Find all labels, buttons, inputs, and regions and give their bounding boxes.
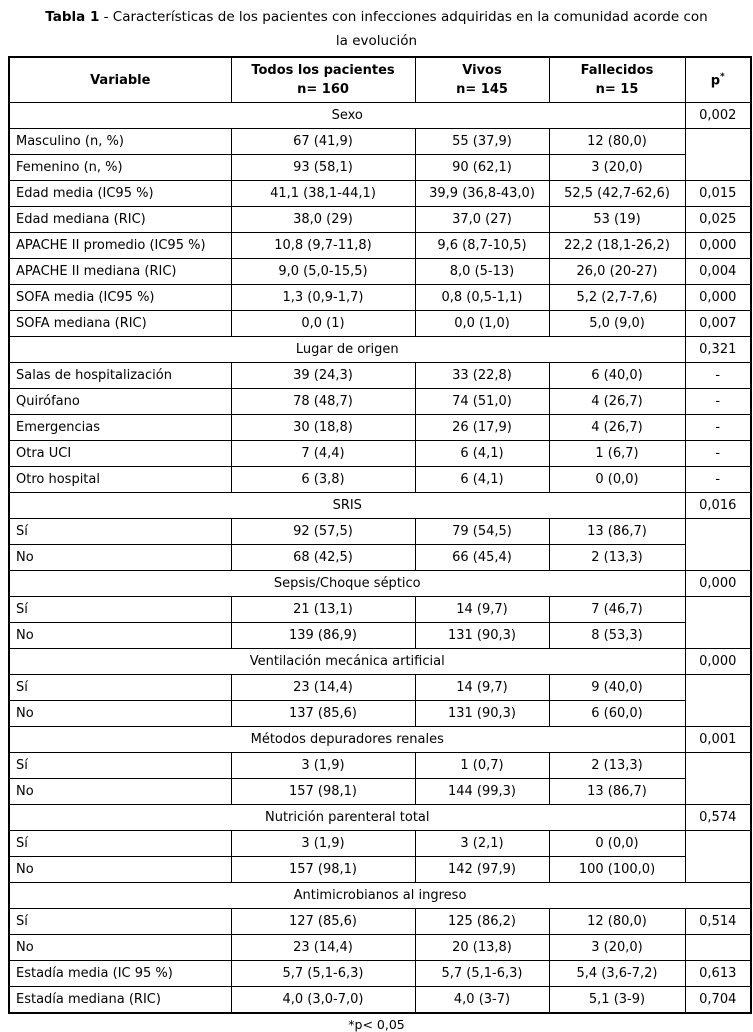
col-header-todos-los-pacientes [231,57,415,103]
variable-cell: Edad mediana (RIC) [9,207,231,233]
value-cell: 92 (57,5) [231,519,415,545]
section-row [9,805,751,831]
value-cell: 5,0 (9,0) [549,311,685,337]
value-cell: 6 (3,8) [231,467,415,493]
p-value-cell [685,831,751,883]
value-cell: 78 (48,7) [231,389,415,415]
header-row [9,57,751,103]
value-cell: 5,1 (3-9) [549,987,685,1014]
value-cell: 37,0 (27) [415,207,549,233]
table-title-text: - Características de los pacientes con infecciones adquiridas en la comunidad acorde con [103,9,708,25]
p-value-cell [685,129,751,181]
value-cell: 10,8 (9,7-11,8) [231,233,415,259]
p-value-cell [685,597,751,649]
data-row [9,935,751,961]
value-cell: 41,1 (38,1-44,1) [231,181,415,207]
value-cell: 157 (98,1) [231,857,415,883]
col-header-vivos [415,57,549,103]
p-value-cell: 0,000 [685,571,751,597]
section-title-cell: Sexo [9,103,685,129]
variable-cell: Masculino (n, %) [9,129,231,155]
value-cell: 7 (46,7) [549,597,685,623]
value-cell: 0 (0,0) [549,831,685,857]
p-value-cell: - [685,441,751,467]
data-row [9,597,751,623]
section-row [9,103,751,129]
variable-cell: Edad media (IC95 %) [9,181,231,207]
value-cell: 139 (86,9) [231,623,415,649]
p-value-cell: 0,002 [685,103,751,129]
variable-cell: SOFA media (IC95 %) [9,285,231,311]
value-cell: 53 (19) [549,207,685,233]
variable-cell: Sí [9,675,231,701]
p-value-cell: - [685,363,751,389]
variable-cell: SOFA mediana (RIC) [9,311,231,337]
p-value-cell: 0,000 [685,285,751,311]
variable-cell: Sí [9,597,231,623]
variable-cell: APACHE II mediana (RIC) [9,259,231,285]
col-header-p [685,57,751,103]
value-cell: 6 (4,1) [415,467,549,493]
variable-cell: Quirófano [9,389,231,415]
value-cell: 100 (100,0) [549,857,685,883]
variable-cell: No [9,701,231,727]
value-cell: 5,7 (5,1-6,3) [231,961,415,987]
p-value-cell: 0,613 [685,961,751,987]
value-cell: 137 (85,6) [231,701,415,727]
p-value-cell: - [685,389,751,415]
section-row [9,493,751,519]
value-cell: 33 (22,8) [415,363,549,389]
value-cell: 30 (18,8) [231,415,415,441]
value-cell: 13 (86,7) [549,519,685,545]
value-cell: 67 (41,9) [231,129,415,155]
data-row [9,363,751,389]
col-header-variable: Variable [9,57,231,103]
value-cell: 125 (86,2) [415,909,549,935]
data-row [9,961,751,987]
value-cell: 5,7 (5,1-6,3) [415,961,549,987]
data-row [9,519,751,545]
p-value-cell: - [685,467,751,493]
variable-cell: No [9,623,231,649]
data-row [9,233,751,259]
value-cell: 13 (86,7) [549,779,685,805]
col-header-fallecidos-n: n= 15 [595,82,639,98]
p-value-cell: 0,015 [685,181,751,207]
section-title-cell: Ventilación mecánica artificial [9,649,685,675]
data-row [9,415,751,441]
data-row [9,181,751,207]
p-value-cell: - [685,415,751,441]
section-row [9,649,751,675]
value-cell: 6 (60,0) [549,701,685,727]
data-row [9,129,751,155]
value-cell: 157 (98,1) [231,779,415,805]
variable-cell: Estadía media (IC 95 %) [9,961,231,987]
data-row [9,701,751,727]
col-header-todos-n: n= 160 [297,82,349,98]
value-cell: 3 (1,9) [231,753,415,779]
data-row [9,155,751,181]
variable-cell: Otro hospital [9,467,231,493]
data-row [9,779,751,805]
data-row [9,441,751,467]
variable-cell: No [9,935,231,961]
p-value-cell [685,519,751,571]
value-cell: 144 (99,3) [415,779,549,805]
col-header-todos-label: Todos los pacientes [251,63,395,79]
value-cell: 21 (13,1) [231,597,415,623]
value-cell: 23 (14,4) [231,675,415,701]
value-cell: 66 (45,4) [415,545,549,571]
p-value-cell: 0,001 [685,727,751,753]
data-row [9,285,751,311]
p-value-cell: 0,704 [685,987,751,1014]
value-cell: 79 (54,5) [415,519,549,545]
value-cell: 1 (6,7) [549,441,685,467]
data-row [9,389,751,415]
table-title-line2: la evolución [335,32,418,49]
p-value-cell: 0,016 [685,493,751,519]
variable-cell: Sí [9,909,231,935]
value-cell: 74 (51,0) [415,389,549,415]
value-cell: 26 (17,9) [415,415,549,441]
value-cell: 7 (4,4) [231,441,415,467]
p-value-cell [685,675,751,727]
value-cell: 5,2 (2,7-7,6) [549,285,685,311]
value-cell: 90 (62,1) [415,155,549,181]
p-value-cell [685,935,751,961]
variable-cell: Emergencias [9,415,231,441]
value-cell: 93 (58,1) [231,155,415,181]
value-cell: 4,0 (3,0-7,0) [231,987,415,1014]
data-row [9,831,751,857]
p-value-cell: 0,514 [685,909,751,935]
variable-cell: Sí [9,831,231,857]
section-title-cell: Antimicrobianos al ingreso [9,883,751,909]
table-title-line1 [0,6,753,30]
value-cell: 131 (90,3) [415,701,549,727]
value-cell: 127 (85,6) [231,909,415,935]
patients-characteristics-table [8,56,752,1014]
section-title-cell: Nutrición parenteral total [9,805,685,831]
value-cell: 23 (14,4) [231,935,415,961]
value-cell: 14 (9,7) [415,675,549,701]
table-title-label: Tabla 1 [45,9,100,25]
p-label: p [710,73,721,89]
value-cell: 9,6 (8,7-10,5) [415,233,549,259]
value-cell: 52,5 (42,7-62,6) [549,181,685,207]
data-row [9,909,751,935]
value-cell: 22,2 (18,1-26,2) [549,233,685,259]
value-cell: 9,0 (5,0-15,5) [231,259,415,285]
value-cell: 3 (20,0) [549,155,685,181]
value-cell: 8 (53,3) [549,623,685,649]
p-value-cell: 0,000 [685,233,751,259]
variable-cell: Femenino (n, %) [9,155,231,181]
value-cell: 5,4 (3,6-7,2) [549,961,685,987]
p-value-cell: 0,004 [685,259,751,285]
section-title-cell: Métodos depuradores renales [9,727,685,753]
value-cell: 4 (26,7) [549,415,685,441]
value-cell: 131 (90,3) [415,623,549,649]
variable-cell: No [9,857,231,883]
value-cell: 1,3 (0,9-1,7) [231,285,415,311]
p-asterisk: * [720,72,725,83]
value-cell: 8,0 (5-13) [415,259,549,285]
p-value-cell [685,753,751,805]
value-cell: 3 (2,1) [415,831,549,857]
value-cell: 12 (80,0) [549,909,685,935]
value-cell: 68 (42,5) [231,545,415,571]
variable-cell: Otra UCI [9,441,231,467]
section-row [9,883,751,909]
data-row [9,207,751,233]
value-cell: 9 (40,0) [549,675,685,701]
value-cell: 26,0 (20-27) [549,259,685,285]
value-cell: 20 (13,8) [415,935,549,961]
variable-cell: Salas de hospitalización [9,363,231,389]
table-body [9,103,751,1014]
section-title-cell: Sepsis/Choque séptico [9,571,685,597]
p-value-cell: 0,000 [685,649,751,675]
value-cell: 55 (37,9) [415,129,549,155]
data-row [9,311,751,337]
variable-cell: Sí [9,753,231,779]
value-cell: 3 (1,9) [231,831,415,857]
value-cell: 39,9 (36,8-43,0) [415,181,549,207]
data-row [9,675,751,701]
col-header-fallecidos [549,57,685,103]
p-value-cell: 0,025 [685,207,751,233]
col-header-vivos-n: n= 145 [456,82,508,98]
value-cell: 6 (4,1) [415,441,549,467]
value-cell: 3 (20,0) [549,935,685,961]
value-cell: 39 (24,3) [231,363,415,389]
value-cell: 2 (13,3) [549,545,685,571]
value-cell: 1 (0,7) [415,753,549,779]
col-header-fallecidos-label: Fallecidos [580,63,654,79]
section-row [9,571,751,597]
value-cell: 0,0 (1,0) [415,311,549,337]
variable-cell: No [9,545,231,571]
data-row [9,753,751,779]
variable-cell: APACHE II promedio (IC95 %) [9,233,231,259]
data-row [9,259,751,285]
p-value-cell: 0,007 [685,311,751,337]
value-cell: 4 (26,7) [549,389,685,415]
table-title [0,0,753,53]
section-title-cell: SRIS [9,493,685,519]
value-cell: 142 (97,9) [415,857,549,883]
data-row [9,857,751,883]
value-cell: 0,8 (0,5-1,1) [415,285,549,311]
variable-cell: No [9,779,231,805]
col-header-vivos-label: Vivos [462,63,502,79]
value-cell: 0 (0,0) [549,467,685,493]
variable-cell: Sí [9,519,231,545]
value-cell: 12 (80,0) [549,129,685,155]
section-row [9,337,751,363]
value-cell: 2 (13,3) [549,753,685,779]
section-title-cell: Lugar de origen [9,337,685,363]
variable-cell: Estadía mediana (RIC) [9,987,231,1014]
section-row [9,727,751,753]
p-value-cell: 0,321 [685,337,751,363]
footnote: *p< 0,05 [348,1017,405,1032]
value-cell: 14 (9,7) [415,597,549,623]
value-cell: 4,0 (3-7) [415,987,549,1014]
p-value-cell: 0,574 [685,805,751,831]
value-cell: 6 (40,0) [549,363,685,389]
value-cell: 38,0 (29) [231,207,415,233]
data-row [9,545,751,571]
data-row [9,623,751,649]
data-row [9,467,751,493]
value-cell: 0,0 (1) [231,311,415,337]
